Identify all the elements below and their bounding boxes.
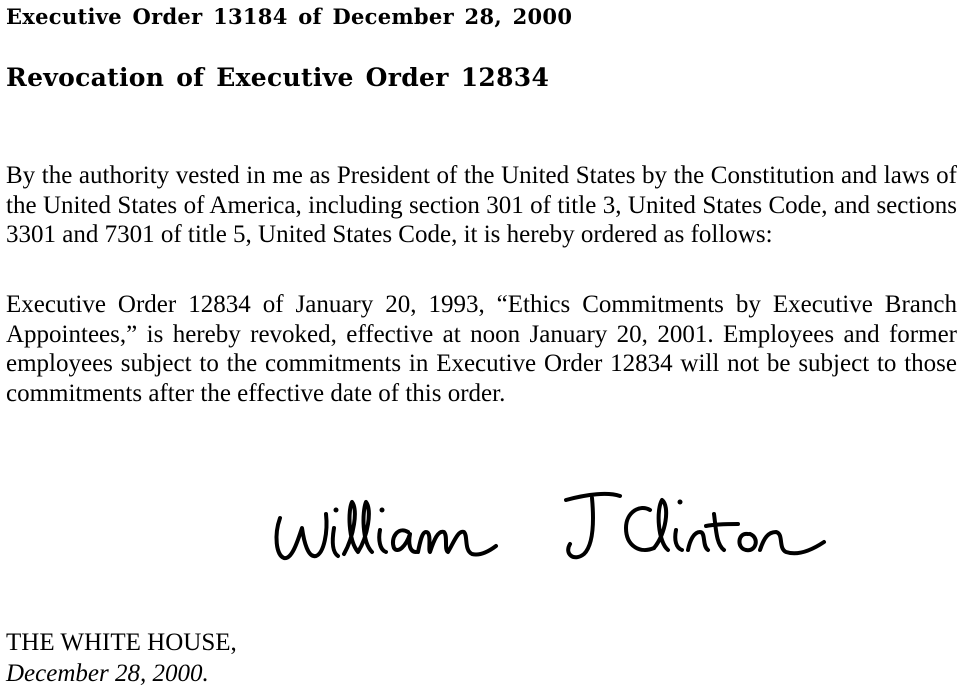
order-header: Executive Order 13184 of December 28, 2000 bbox=[6, 4, 573, 29]
signature-image bbox=[268, 480, 848, 580]
closing-date: December 28, 2000. bbox=[6, 660, 209, 687]
order-title: Revocation of Executive Order 12834 bbox=[6, 63, 550, 92]
revocation-paragraph: Executive Order 12834 of January 20, 1993, “Ethics Commitments by Executive Branch Appointees,” is hereby revoked, effective at noon January 20, 2001. Employees and former employees subject to the commitments in Executive Order 12834 will not be subject to those commitments after the effective date of this order. bbox=[6, 291, 957, 407]
closing-place: THE WHITE HOUSE, bbox=[6, 629, 237, 656]
authority-paragraph: By the authority vested in me as President of the United States by the Constitution and laws of the United States of America, including section 301 of title 3, United States Code, and sections 3301 and 7301 of title 5, United States Code, it is hereby ordered as follows: bbox=[6, 162, 957, 248]
document-page bbox=[6, 0, 958, 692]
